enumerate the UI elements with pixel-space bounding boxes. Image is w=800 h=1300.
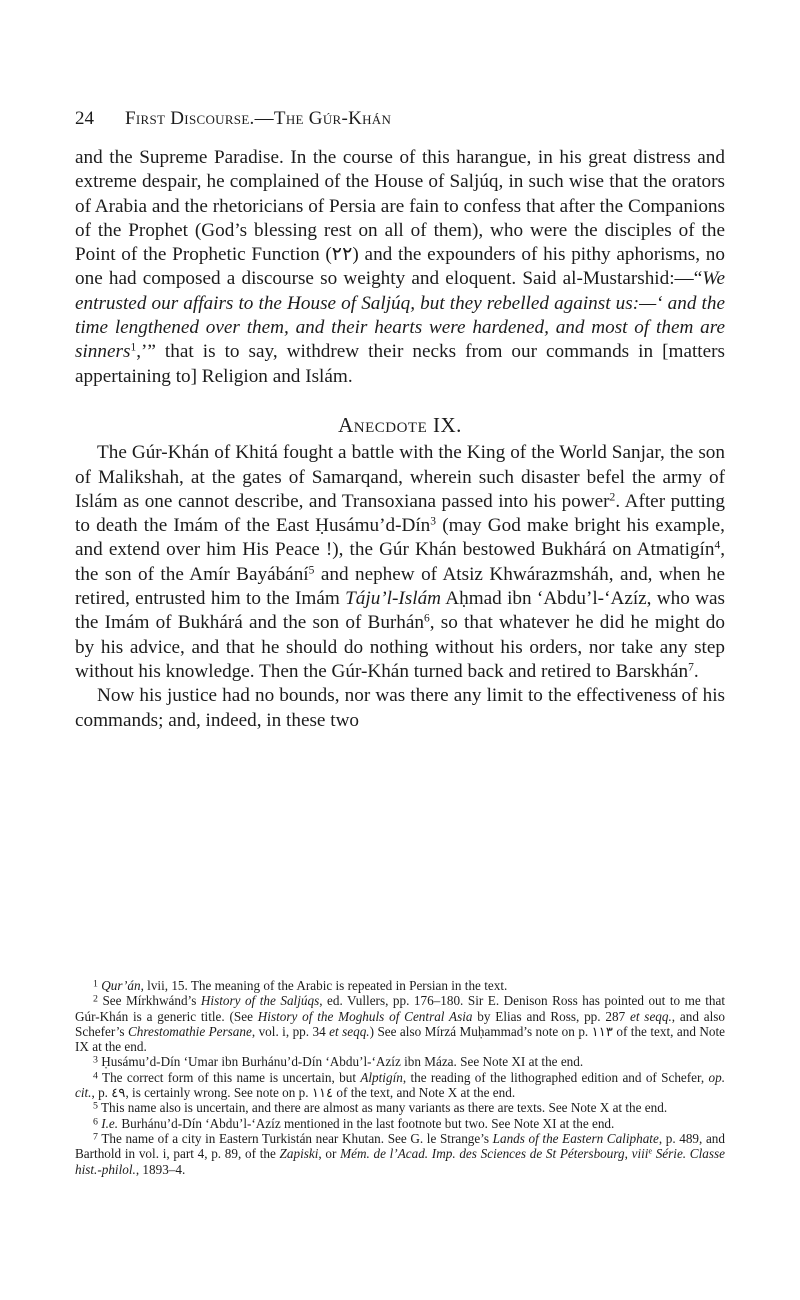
paragraph-3 [75,684,725,733]
footnote-1 [75,978,725,993]
text-run: ,’” that is to say, withdrew their necks from our commands in [matters appertaining to] Religion and Islám. [75,341,725,387]
text-run: , and also Schefer’s [75,1008,725,1039]
text-run: , the son of the Amír Bayábání [75,539,725,585]
italic-run: Lands of the Eastern Caliphate [492,1130,659,1146]
italic-run: History of the Moghuls of Central Asia [257,1008,473,1024]
arabic-page-ref: ١١٤ [311,1085,334,1101]
italic-run: et seqq. [329,1023,370,1039]
footnote-number: 4 [93,1070,98,1082]
text-run: , p. 489, and Barthold in vol. i, part 4, p. 89, of the [75,1130,725,1162]
italic-run: Série. Classe hist.-philol. [75,1146,725,1177]
text-run: Aḥmad ibn ‘Abdu’l-‘Azíz, who was the Imám of Bukhárá and the son of Burhán [75,588,726,634]
footnote-marker[interactable]: 7 [688,661,694,674]
text-run: Now his justice had no bounds, nor was there any limit to the effectiveness of his commands; and, indeed, in these two [75,685,725,731]
text-run: of the text, and Note IX at the end. [75,1023,726,1055]
italic-run: viii [631,1146,649,1162]
text-run: of the text, and Note X at the end. [333,1085,516,1101]
text-run: , ed. Vullers, pp. 176–180. Sir E. Denison Ross has pointed out to me that Gúr-Khán is a generic title. (See [75,993,726,1024]
text-run: , is certainly wrong. See note on p. [125,1085,312,1101]
italic-title: Táju’l-Islám [345,588,442,610]
text-run: and the Supreme Paradise. In the course of this harangue, in his great distress and extreme despair, he complained of the House of Saljúq, in such wise that the orators of Arabia and the rhetoricians of Persia are fain to confess that after the Companions of the Prophet (God’s blessing rest on all of them), who were the disciples of the Point of the Prophetic Function ( [75,147,725,266]
text-run: , the reading of the lithographed edition and of Schefer, [402,1069,709,1085]
text-run: The Gúr-Khán of Khitá fought a battle with the King of the World Sanjar, the son of Malikshah, at the gates of Samarqand, wherein such disaster befel the army of Islám as one cannot describe, and Transoxiana passed into his power [75,442,725,512]
text-run: ) See also Mírzá Muḥammad’s note on p. [369,1023,592,1039]
footnote-number: 7 [93,1131,98,1143]
running-header [75,108,725,134]
footnote-5 [75,1100,725,1115]
footnote-marker[interactable]: 3 [430,515,437,528]
text-run: Burhánu’d-Dín ‘Abdu’l-‘Azíz mentioned in the last footnote but two. See Note XI at the end. [118,1115,615,1131]
italic-run: Mém. de l’Acad. Imp. des Sciences de St Pétersbourg [340,1146,625,1162]
text-run: The name of a city in Eastern Turkistán near Khutan. See G. le Strange’s [101,1130,493,1146]
italic-run: History of the Saljúqs [200,993,320,1009]
running-title: First Discourse.—The Gúr-Khán [125,108,392,129]
text-run: , so that whatever he did he might do by his advice, and that he should do nothing without his orders, nor take any step without his knowledge. Then the Gúr-Khán turned back and retired to Barskhán [75,612,725,682]
italic-run: Chrestomathie Persane [128,1023,252,1039]
text-run: , [624,1146,632,1162]
paragraph-2 [75,441,725,684]
italic-run: et seqq. [629,1008,672,1024]
text-run: See Mírkhwánd’s [102,993,201,1009]
footnote-marker[interactable]: 2 [609,491,616,504]
footnote-4 [75,1070,725,1101]
footnote-number: 6 [93,1116,98,1128]
text-run: . [693,660,699,682]
page-number: 24 [75,108,94,129]
section-heading: Anecdote IX. [338,412,462,437]
footnote-marker[interactable]: 4 [714,540,721,553]
footnote-marker[interactable]: 6 [424,613,430,626]
footnote-7 [75,1131,725,1177]
arabic-page-ref: ١١٣ [591,1023,613,1039]
text-run: , p. [91,1085,112,1101]
text-run: by Elias and Ross, pp. 287 [472,1008,630,1024]
italic-run: Zapiski [279,1146,319,1162]
text-run: Ḥusámu’d-Dín ‘Umar ibn Burhánu’d-Dín ‘Abdu’l-‘Azíz ibn Máza. See Note XI at the end. [101,1054,584,1070]
footnote-3 [75,1054,725,1069]
main-text [75,146,725,733]
italic-run: Qur’án [101,978,141,993]
text-run: , lvii, 15. The meaning of the Arabic is repeated in Persian in the text. [140,978,508,993]
text-run: , or [318,1146,341,1162]
text-run: , vol. i, pp. 34 [251,1023,330,1039]
text-run: (may God make bright his example, and extend over him His Peace !), the Gúr Khán bestowed Bukhárá on Atmatigín [75,515,725,561]
footnote-number: 1 [93,978,98,990]
italic-run: op. cit. [75,1069,725,1101]
arabic-page-ref: ٤٩ [111,1085,126,1101]
text-run: . After putting to death the Imám of the East Ḥusámu’d-Dín [75,490,725,537]
arabic-page-ref: ٢٢ [331,244,353,266]
footnote-number: 5 [93,1100,98,1112]
footnote-6 [75,1116,725,1131]
footnote-marker[interactable]: 5 [308,564,315,577]
footnote-number: 3 [93,1055,98,1067]
paragraph-1 [75,146,725,389]
text-run: This name also is uncertain, and there are almost as many variants as there are texts. See Note X at the end. [101,1100,668,1116]
italic-run: Alptigín [360,1069,403,1085]
quoted-italic: We entrusted our affairs to the House of Saljúq, but they rebelled against us:—‘ and the time lengthened over them, and their hearts were hardened, and most of them are sinners [75,268,725,363]
text-run: and nephew of Atsiz Khwárazmsháh, and, when he retired, entrusted him to the Imám [75,563,726,610]
footnotes [75,978,725,1177]
footnote-2 [75,993,725,1054]
text-run: , 1893–4. [135,1161,186,1177]
italic-run: I.e. [101,1115,119,1131]
footnote-marker[interactable]: 1 [130,342,137,355]
footnote-number: 2 [93,993,98,1005]
text-run: ) and the expounders of his pithy aphorisms, no one had composed a discourse so weighty and eloquent. Said al-Mustarshid:—“ [75,244,725,290]
text-run: The correct form of this name is uncertain, but [102,1069,361,1085]
superscript-e: e [648,1146,652,1156]
